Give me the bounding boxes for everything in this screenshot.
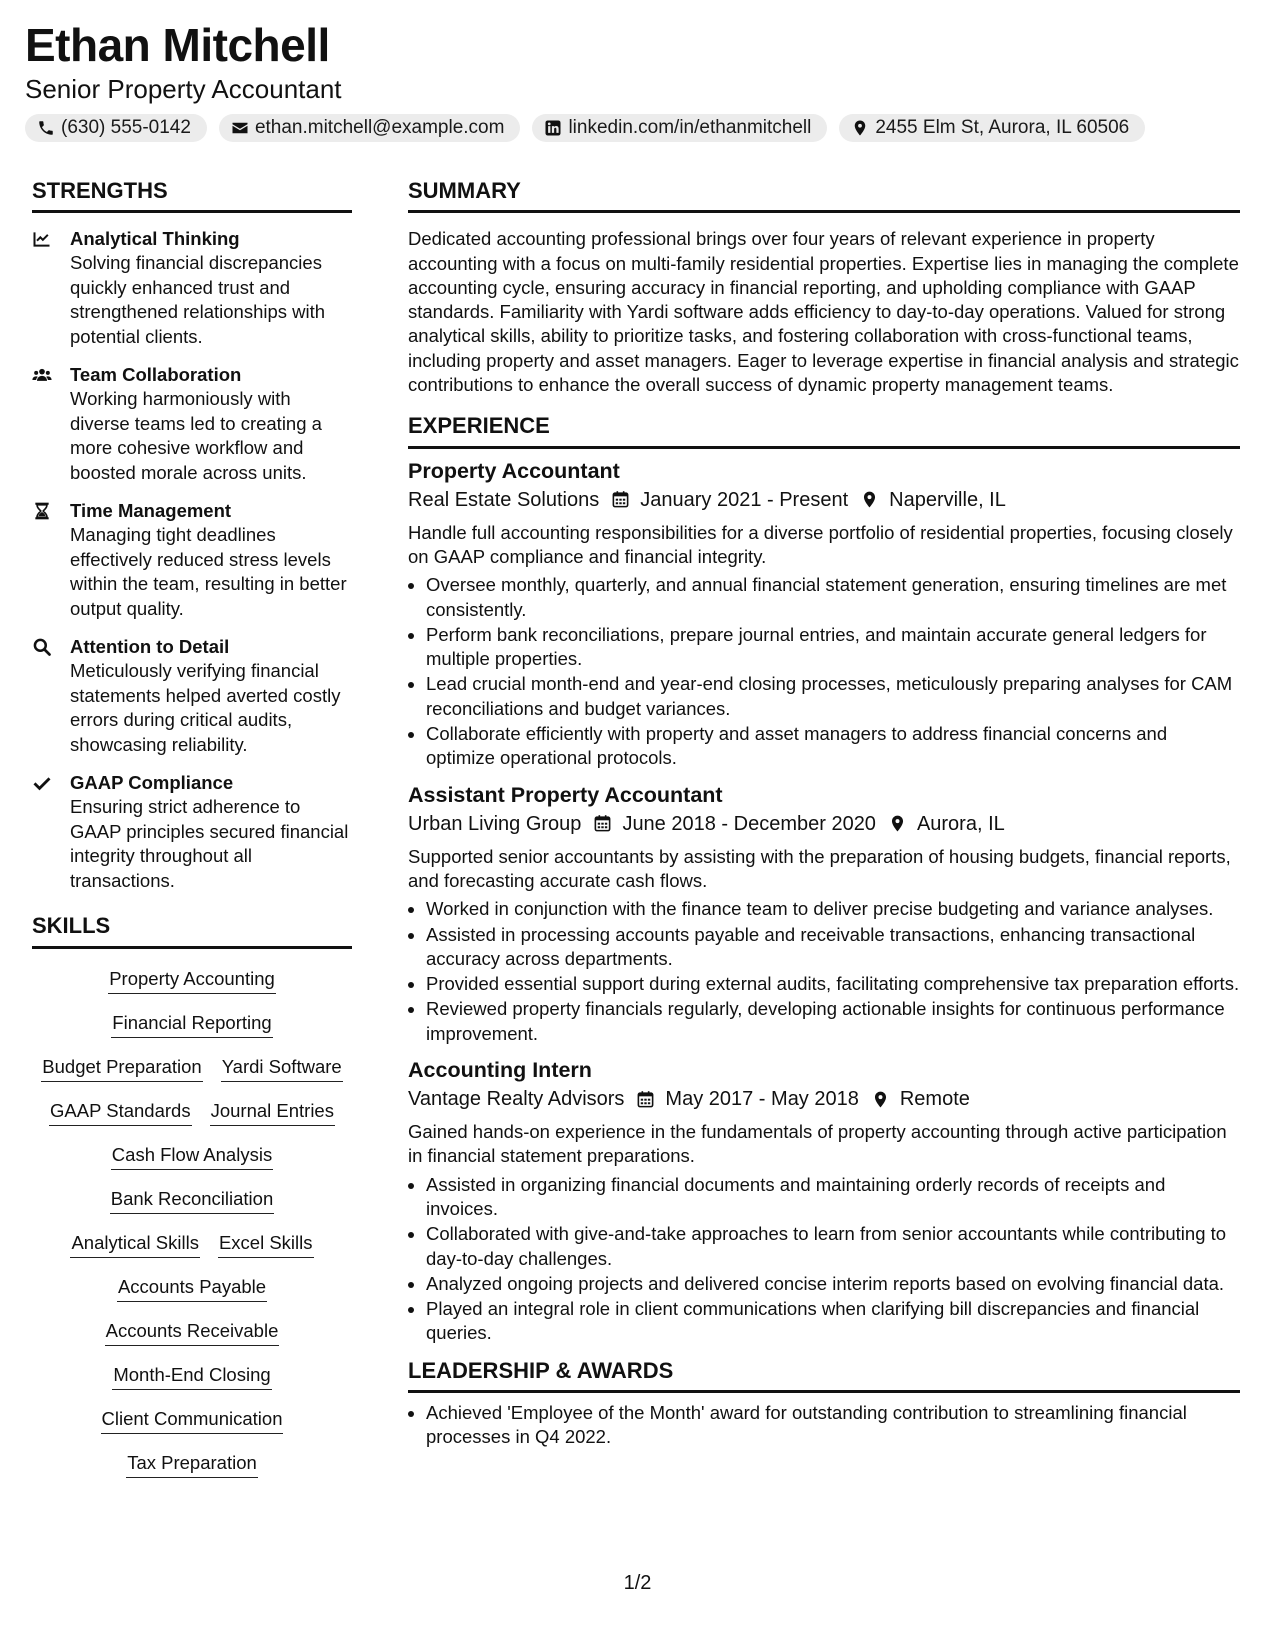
- job-description: Gained hands-on experience in the fundamentals of property accounting through active participation in financial statement preparations.: [408, 1121, 1227, 1167]
- job-meta: [408, 485, 1240, 515]
- job-bullet: • Oversee monthly, quarterly, and annual financial statement generation, ensuring timelines are met consistently.: [426, 573, 1240, 622]
- strengths-heading: STRENGTHS: [32, 178, 352, 213]
- experience-heading: EXPERIENCE: [408, 413, 1240, 448]
- contact-email-text: ethan.mitchell@example.com: [254, 117, 505, 138]
- map-pin-icon: [851, 119, 869, 137]
- strength-item: [32, 635, 352, 757]
- skill-tag: Tax Preparation: [126, 1451, 258, 1478]
- candidate-title: Senior Property Accountant: [25, 74, 342, 104]
- contact-phone[interactable]: [25, 114, 207, 142]
- calendar-icon: [593, 814, 612, 833]
- chart-line-icon: [32, 229, 52, 249]
- job-title: Accounting Intern: [408, 1058, 592, 1083]
- skill-tag: Client Communication: [101, 1407, 284, 1434]
- leadership-heading: LEADERSHIP & AWARDS: [408, 1358, 1240, 1393]
- strength-desc: Managing tight deadlines effectively reduced stress levels within the team, resulting in better output quality.: [70, 524, 347, 619]
- map-pin-icon: [860, 490, 879, 509]
- check-icon: [32, 773, 52, 793]
- job-bullets: [408, 1173, 1240, 1346]
- contact-linkedin[interactable]: [532, 114, 827, 142]
- job-bullet: • Played an integral role in client communications when clarifying bill discrepancies and financial queries.: [426, 1297, 1240, 1346]
- contact-phone-text: (630) 555-0142: [61, 117, 191, 138]
- map-pin-icon: [888, 814, 907, 833]
- calendar-icon: [611, 490, 630, 509]
- contact-linkedin-text: linkedin.com/in/ethanmitchell: [568, 117, 812, 138]
- summary-text: Dedicated accounting professional brings over four years of relevant experience in property accounting with a focus on multi-family residential properties. Expertise lies in managing the complete accounting cycle, ensuring accuracy in financial reporting, and upholding compliance with GAAP standards. Familiarity with Yardi software adds efficiency to day-to-day operations. Valued for strong analytical skills, ability to prioritize tasks, and fostering collaboration with cross-functional teams, including property and asset managers. Eager to leverage expertise in financial analysis and strategic contributions to enhance the overall success of dynamic property management teams.: [408, 228, 1239, 396]
- job-meta: [408, 809, 1240, 839]
- job-meta: [408, 1084, 1240, 1114]
- job-dates: January 2021 - Present: [640, 488, 849, 511]
- job-description: Supported senior accountants by assisting with the preparation of housing budgets, financial reports, and forecasting accurate cash flows.: [408, 845, 1231, 891]
- skill-tag: Analytical Skills: [70, 1231, 200, 1258]
- left-column: [32, 178, 352, 1478]
- job-bullet: • Perform bank reconciliations, prepare journal entries, and maintain accurate general ledgers for multiple properties.: [426, 623, 1240, 672]
- search-icon: [32, 637, 52, 657]
- job-bullets: [408, 573, 1240, 770]
- leadership-bullets: [408, 1401, 1240, 1450]
- job-location: Naperville, IL: [889, 488, 1006, 511]
- strength-title: Attention to Detail: [70, 636, 230, 658]
- phone-icon: [37, 119, 55, 137]
- strength-desc: Meticulously verifying financial statements helped averted costly errors during critical audits, showcasing reliability.: [70, 660, 341, 755]
- strength-item: [32, 499, 352, 621]
- strength-desc: Solving financial discrepancies quickly enhanced trust and strengthened relationships with potential clients.: [70, 252, 326, 347]
- job-location: Remote: [899, 1088, 970, 1111]
- job-entry: [408, 1056, 1240, 1346]
- skill-tag: Financial Reporting: [111, 1011, 272, 1038]
- job-company: Real Estate Solutions: [408, 488, 600, 511]
- hourglass-icon: [32, 501, 52, 521]
- skill-tag: Month-End Closing: [112, 1363, 271, 1390]
- job-entry: [408, 457, 1240, 771]
- page-number: 1/2: [623, 1572, 652, 1594]
- skill-tag: Accounts Receivable: [105, 1319, 280, 1346]
- job-bullet: • Lead crucial month-end and year-end closing processes, meticulously preparing analyses for CAM reconciliations and budget variances.: [426, 672, 1240, 721]
- job-bullet: • Assisted in processing accounts payable and receivable transactions, enhancing transactional accuracy across departments.: [426, 923, 1240, 972]
- map-pin-icon: [871, 1090, 890, 1109]
- skill-tag: Journal Entries: [210, 1099, 335, 1126]
- calendar-icon: [636, 1090, 655, 1109]
- skill-tag: Cash Flow Analysis: [111, 1143, 273, 1170]
- strength-item: [32, 771, 352, 893]
- candidate-name: Ethan Mitchell: [25, 19, 330, 71]
- strength-title: Team Collaboration: [70, 364, 242, 386]
- contact-bar: [25, 114, 1145, 142]
- job-location: Aurora, IL: [916, 812, 1005, 835]
- skills-list: [32, 965, 352, 1478]
- strength-item: [32, 227, 352, 349]
- skill-tag: Property Accounting: [108, 967, 276, 994]
- job-bullet: • Collaborate efficiently with property and asset managers to address financial concerns and optimize operational protocols.: [426, 722, 1240, 771]
- right-column: [408, 178, 1240, 1451]
- job-bullet: • Collaborated with give-and-take approaches to learn from senior accountants while contributing to day-to-day challenges.: [426, 1222, 1240, 1271]
- job-title: Assistant Property Accountant: [408, 782, 723, 807]
- job-company: Vantage Realty Advisors: [408, 1088, 625, 1111]
- leadership-bullet: • Achieved 'Employee of the Month' award for outstanding contribution to streamlining financial processes in Q4 2022.: [426, 1401, 1240, 1450]
- contact-email[interactable]: [219, 114, 521, 142]
- job-title: Property Accountant: [408, 458, 620, 483]
- envelope-icon: [231, 119, 249, 137]
- skill-tag: Budget Preparation: [41, 1055, 202, 1082]
- skill-tag: Yardi Software: [221, 1055, 343, 1082]
- strength-desc: Ensuring strict adherence to GAAP principles secured financial integrity throughout all transactions.: [70, 796, 349, 891]
- job-bullet: • Assisted in organizing financial documents and maintaining orderly records of receipts and invoices.: [426, 1173, 1240, 1222]
- contact-address-text: 2455 Elm St, Aurora, IL 60506: [875, 117, 1130, 138]
- skill-tag: GAAP Standards: [49, 1099, 192, 1126]
- contact-address[interactable]: [839, 114, 1145, 142]
- job-bullet: • Analyzed ongoing projects and delivered concise interim reports based on evolving financial data.: [426, 1272, 1240, 1296]
- job-description: Handle full accounting responsibilities for a diverse portfolio of residential properties, focusing closely on GAAP compliance and financial integrity.: [408, 521, 1233, 567]
- users-icon: [32, 365, 52, 385]
- job-entry: [408, 781, 1240, 1046]
- job-dates: May 2017 - May 2018: [665, 1088, 859, 1111]
- strength-desc: Working harmoniously with diverse teams led to creating a more cohesive workflow and boosted morale across units.: [70, 388, 322, 483]
- job-bullet: • Reviewed property financials regularly, developing actionable insights for continuous performance improvement.: [426, 997, 1240, 1046]
- job-dates: June 2018 - December 2020: [622, 812, 876, 835]
- summary-heading: SUMMARY: [408, 178, 1240, 213]
- job-bullet: • Worked in conjunction with the finance team to deliver precise budgeting and variance analyses.: [426, 897, 1240, 921]
- strength-item: [32, 363, 352, 485]
- skill-tag: Bank Reconciliation: [110, 1187, 274, 1214]
- job-bullet: • Provided essential support during external audits, facilitating comprehensive tax preparation efforts.: [426, 972, 1240, 996]
- skills-heading: SKILLS: [32, 913, 352, 948]
- job-company: Urban Living Group: [408, 812, 582, 835]
- skill-tag: Excel Skills: [218, 1231, 314, 1258]
- strength-title: Time Management: [70, 500, 232, 522]
- linkedin-icon: [544, 119, 562, 137]
- strength-title: GAAP Compliance: [70, 772, 234, 794]
- job-bullets: [408, 897, 1240, 1046]
- strength-title: Analytical Thinking: [70, 228, 240, 250]
- skill-tag: Accounts Payable: [117, 1275, 267, 1302]
